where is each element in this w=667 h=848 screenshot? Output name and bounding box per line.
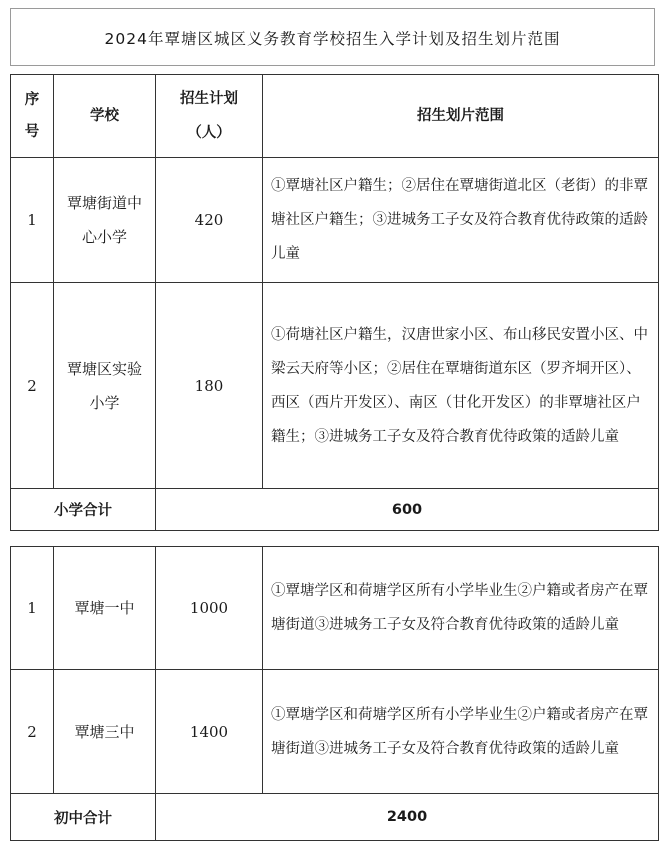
- title-box: [10, 8, 655, 66]
- row-school: 覃塘一中: [54, 547, 156, 670]
- header-school: 学校: [54, 75, 156, 158]
- row-range: ①荷塘社区户籍生，汉唐世家小区、布山移民安置小区、中梁云天府等小区；②居住在覃塘街道东区（罗齐垌开区）、西区（西片开发区）、南区（甘化开发区）的非覃塘社区户籍生；③进城务工子女及符合教育优待政策的适龄儿童: [263, 283, 659, 489]
- row-no: 1: [11, 547, 54, 670]
- table-row: [11, 158, 659, 283]
- total-row: [11, 794, 659, 841]
- row-plan: 420: [156, 158, 263, 283]
- row-range: ①覃塘学区和荷塘学区所有小学毕业生②户籍或者房产在覃塘街道③进城务工子女及符合教育优待政策的适龄儿童: [263, 547, 659, 670]
- row-no: 2: [11, 283, 54, 489]
- total-label: 初中合计: [11, 794, 156, 841]
- table-row: [11, 283, 659, 489]
- middle-school-table: [10, 546, 659, 841]
- total-value: 600: [156, 489, 659, 531]
- total-row: [11, 489, 659, 531]
- header-range: 招生划片范围: [263, 75, 659, 158]
- row-school-text: 覃塘区实验小学: [66, 359, 142, 412]
- row-no: 2: [11, 670, 54, 794]
- header-no: [11, 75, 54, 158]
- header-no-text: 序号: [24, 92, 40, 140]
- row-no: 1: [11, 158, 54, 283]
- row-school-text: 覃塘街道中心小学: [66, 194, 142, 246]
- row-plan: 1400: [156, 670, 263, 794]
- row-range: ①覃塘学区和荷塘学区所有小学毕业生②户籍或者房产在覃塘街道③进城务工子女及符合教育优待政策的适龄儿童: [263, 670, 659, 794]
- row-range: ①覃塘社区户籍生；②居住在覃塘街道北区（老街）的非覃塘社区户籍生；③进城务工子女及符合教育优待政策的适龄儿童: [263, 158, 659, 283]
- total-label: 小学合计: [11, 489, 156, 531]
- row-school: [54, 158, 156, 283]
- table-row: [11, 547, 659, 670]
- row-school: [54, 283, 156, 489]
- header-plan: [156, 75, 263, 158]
- row-school: 覃塘三中: [54, 670, 156, 794]
- table-row: [11, 670, 659, 794]
- total-value: 2400: [156, 794, 659, 841]
- page-title: 2024年覃塘区城区义务教育学校招生入学计划及招生划片范围: [104, 30, 561, 48]
- header-plan-text: 招生计划（人）: [180, 91, 238, 141]
- header-row: [11, 75, 659, 158]
- row-plan: 180: [156, 283, 263, 489]
- primary-school-table: [10, 74, 659, 531]
- row-plan: 1000: [156, 547, 263, 670]
